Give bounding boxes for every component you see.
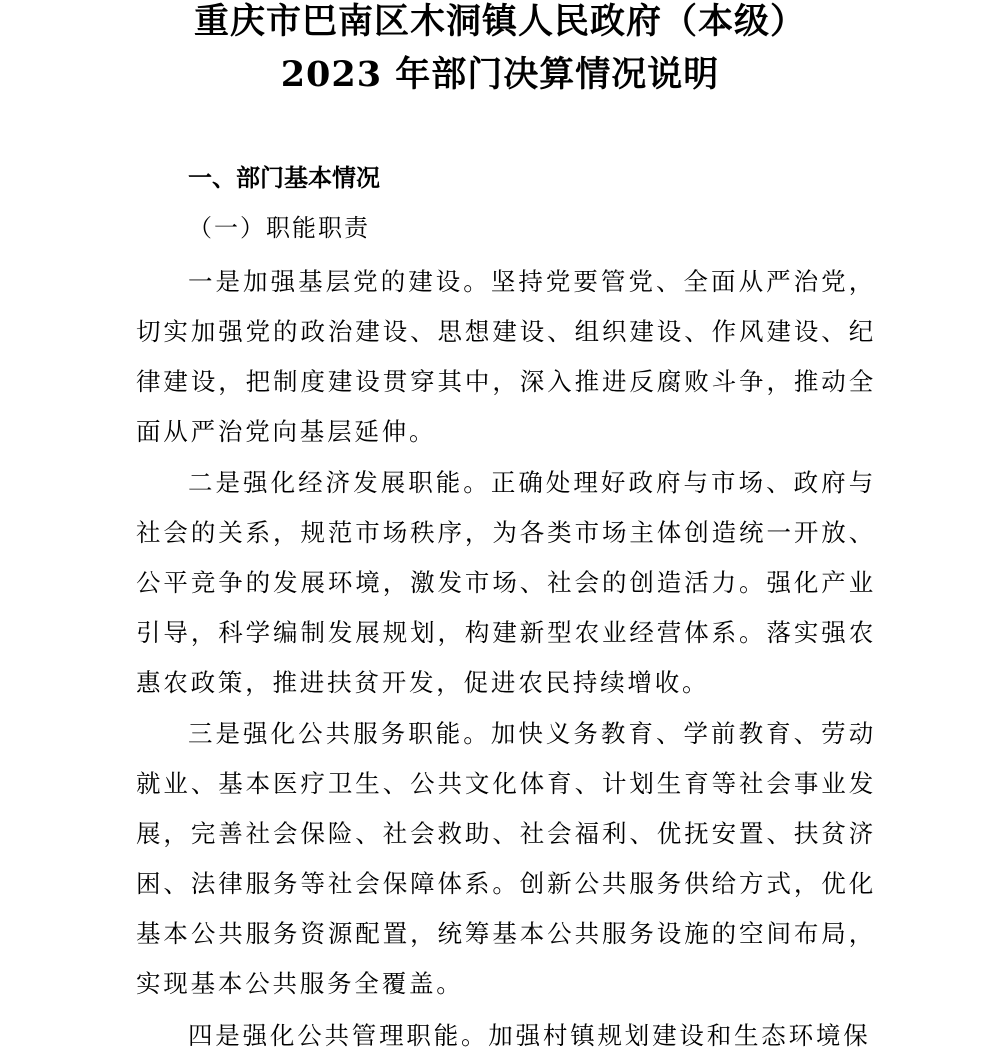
section-heading-basic-info: 一、部门基本情况 — [188, 164, 380, 192]
paragraph-public-management: 四是强化公共管理职能。加强村镇规划建设和生态环境保 — [188, 1021, 871, 1050]
document-title-line-1: 重庆市巴南区木洞镇人民政府（本级） — [193, 1, 806, 42]
subsection-heading-functions: （一）职能职责 — [188, 214, 370, 242]
document-title-line-2: 2023 年部门决算情况说明 — [280, 54, 720, 95]
paragraph-public-service: 三是强化公共服务职能。加快义务教育、学前教育、劳动就业、基本医疗卫生、公共文化体育、计划生育等社会事业发展，完善社会保险、社会救助、社会福利、优抚安置、扶贫济困、法律服务等社会保障体系。创新公共服务供给方式，优化基本公共服务资源配置，统筹基本公共服务设施的空间布局，实现基本公共服务全覆盖。 — [136, 719, 876, 998]
paragraph-economic-development: 二是强化经济发展职能。正确处理好政府与市场、政府与社会的关系，规范市场秩序，为各类市场主体创造统一开放、公平竞争的发展环境，激发市场、社会的创造活力。强化产业引导，科学编制发展规划，构建新型农业经营体系。落实强农惠农政策，推进扶贫开发，促进农民持续增收。 — [136, 468, 876, 697]
paragraph-party-building: 一是加强基层党的建设。坚持党要管党、全面从严治党，切实加强党的政治建设、思想建设、组织建设、作风建设、纪律建设，把制度建设贯穿其中，深入推进反腐败斗争，推动全面从严治党向基层延伸。 — [136, 267, 876, 446]
